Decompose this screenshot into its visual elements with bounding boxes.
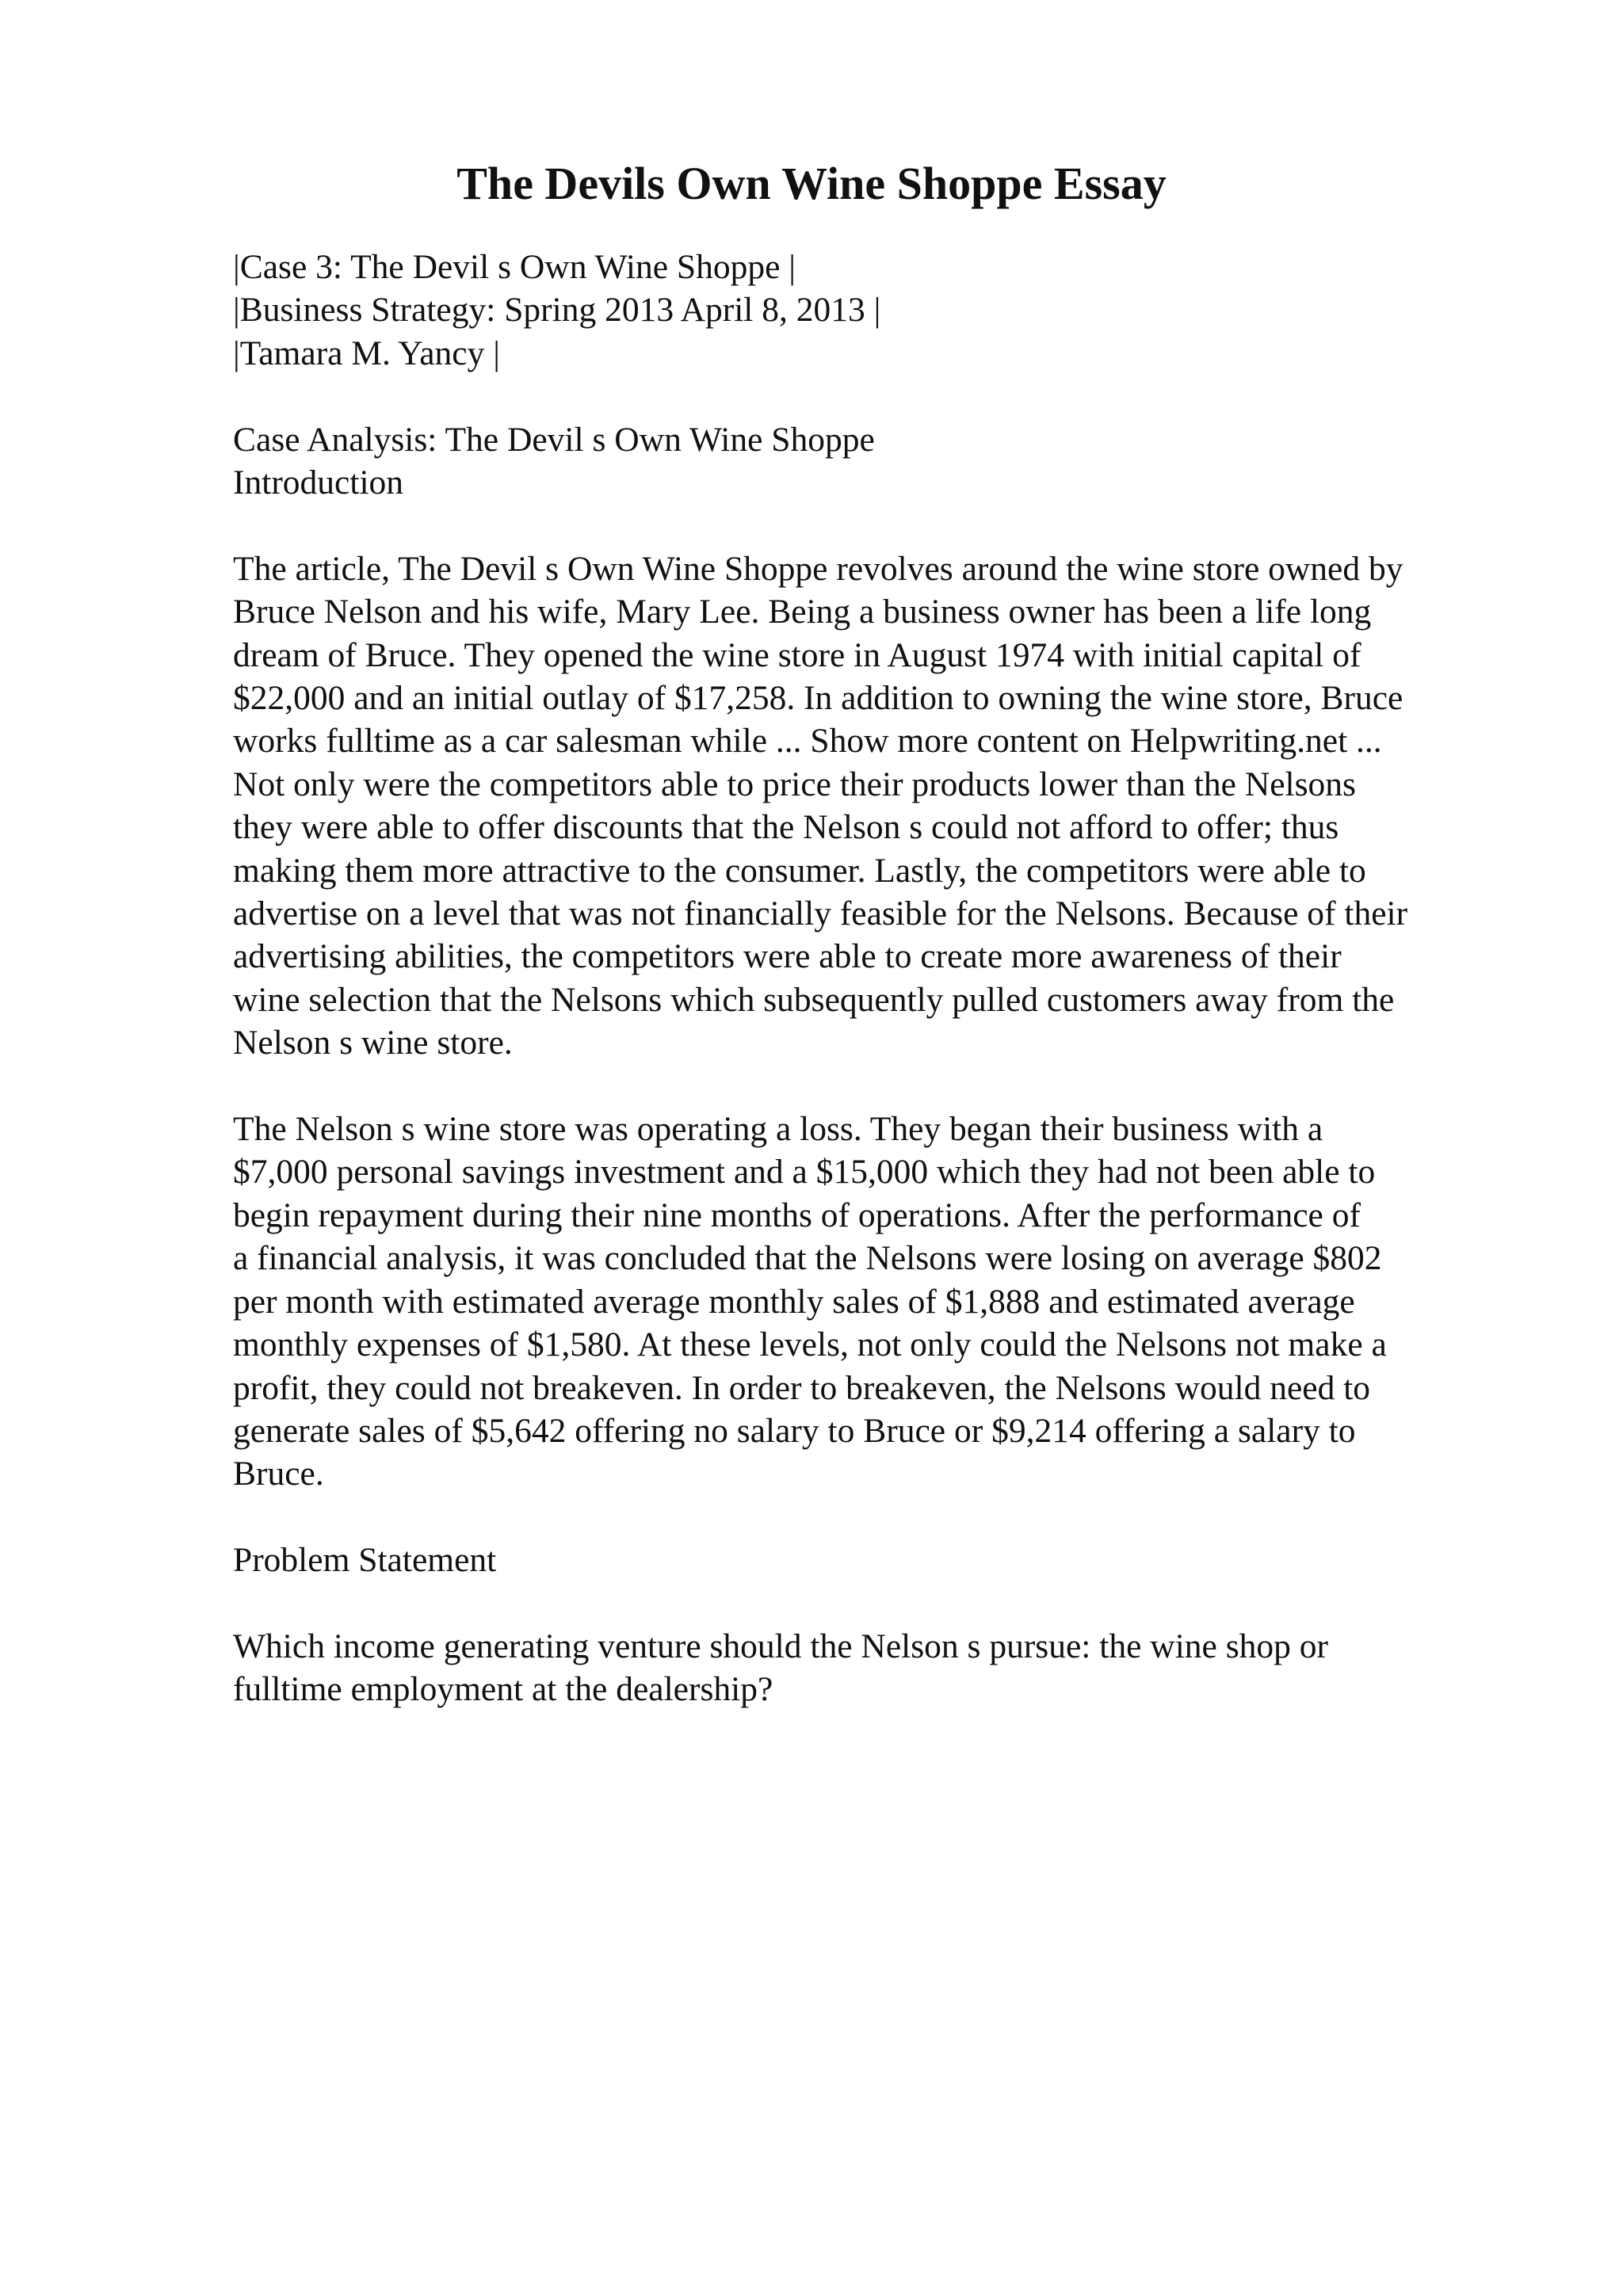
- paragraph-line: wine selection that the Nelsons which subsequently pulled customers away from the: [233, 980, 1395, 1019]
- spacer: [233, 504, 1533, 547]
- paragraph-line: Which income generating venture should the Nelson s pursue: the wine shop or: [233, 1627, 1328, 1665]
- spacer: [233, 1582, 1533, 1625]
- document-body: [233, 246, 1533, 1711]
- paragraph-line: $7,000 personal savings investment and a $15,000 which they had not been able to: [233, 1153, 1376, 1192]
- paragraph-line: Nelson s wine store.: [233, 1024, 513, 1062]
- header-line-course: |Business Strategy: Spring 2013 April 8, 2013 |: [233, 291, 881, 330]
- spacer: [233, 375, 1533, 418]
- paragraph-line: generate sales of $5,642 offering no salary to Bruce or $9,214 offering a salary to: [233, 1411, 1356, 1450]
- intro-heading: Introduction: [233, 463, 404, 502]
- paragraph-line: Bruce.: [233, 1455, 324, 1493]
- document-title: The Devils Own Wine Shoppe Essay: [456, 158, 1167, 209]
- header-line-case: |Case 3: The Devil s Own Wine Shoppe |: [233, 248, 796, 286]
- case-heading: Case Analysis: The Devil s Own Wine Shoppe: [233, 420, 875, 459]
- paragraph-line: Bruce Nelson and his wife, Mary Lee. Being a business owner has been a life long: [233, 593, 1372, 631]
- problem-heading: Problem Statement: [233, 1541, 497, 1580]
- paragraph-line: The Nelson s wine store was operating a loss. They began their business with a: [233, 1110, 1323, 1149]
- paragraph-line: monthly expenses of $1,580. At these levels, not only could the Nelsons not make a: [233, 1325, 1387, 1364]
- paragraph-line: dream of Bruce. They opened the wine store in August 1974 with initial capital of: [233, 635, 1361, 674]
- paragraph-line: begin repayment during their nine months of operations. After the performance of: [233, 1196, 1361, 1234]
- paragraph-line: works fulltime as a car salesman while ... Show more content on Helpwriting.net ...: [233, 722, 1382, 761]
- paragraph-line: per month with estimated average monthly sales of $1,888 and estimated average: [233, 1282, 1355, 1321]
- paragraph-line: $22,000 and an initial outlay of $17,258. In addition to owning the wine store, Bruce: [233, 679, 1403, 718]
- paragraph-line: a financial analysis, it was concluded that the Nelsons were losing on average $802: [233, 1239, 1382, 1278]
- paragraph-line: profit, they could not breakeven. In order to breakeven, the Nelsons would need to: [233, 1368, 1371, 1407]
- paragraph-line: fulltime employment at the dealership?: [233, 1670, 773, 1709]
- paragraph-line: The article, The Devil s Own Wine Shoppe revolves around the wine store owned by: [233, 549, 1403, 588]
- paragraph-line: making them more attractive to the consumer. Lastly, the competitors were able to: [233, 851, 1366, 890]
- spacer: [233, 1496, 1533, 1539]
- spacer: [233, 1065, 1533, 1108]
- paragraph-line: they were able to offer discounts that the Nelson s could not afford to offer; thus: [233, 808, 1339, 847]
- header-line-author: |Tamara M. Yancy |: [233, 334, 500, 372]
- paragraph-line: advertise on a level that was not financially feasible for the Nelsons. Because of their: [233, 894, 1408, 933]
- paragraph-line: advertising abilities, the competitors were able to create more awareness of their: [233, 937, 1342, 976]
- paragraph-line: Not only were the competitors able to price their products lower than the Nelsons: [233, 765, 1356, 803]
